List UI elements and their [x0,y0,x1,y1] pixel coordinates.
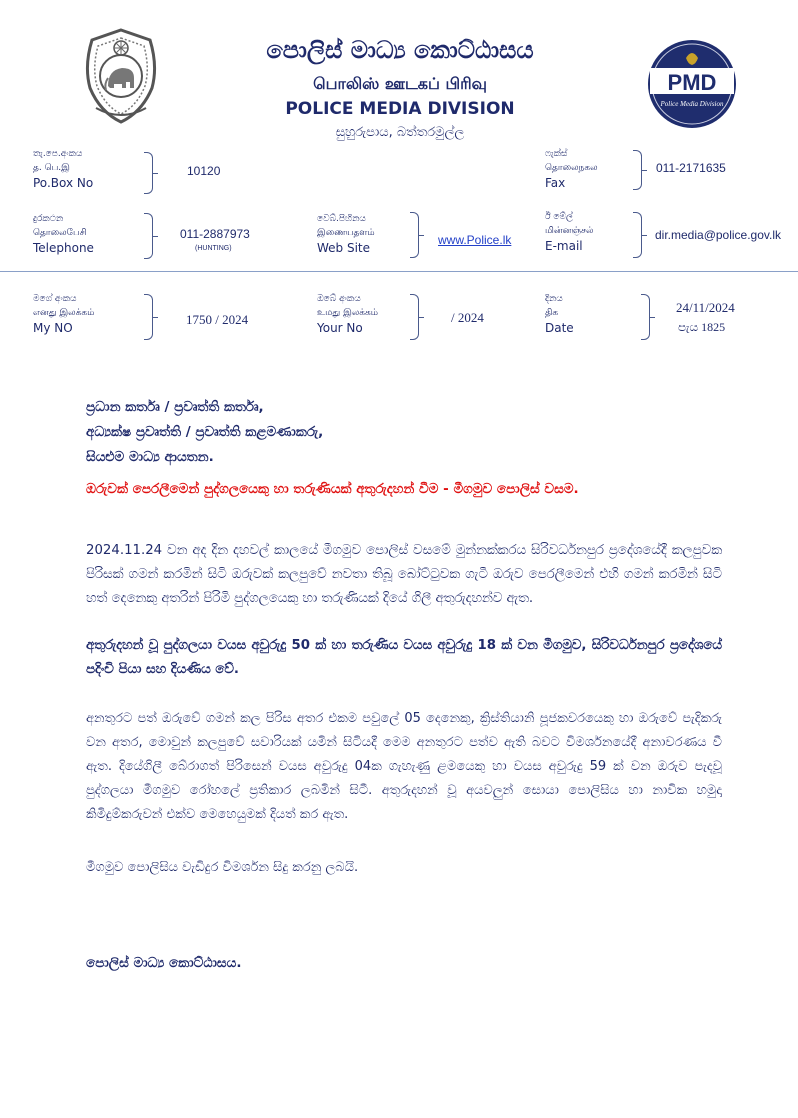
pmd-logo-text: PMD [667,70,717,95]
fax-label-ta: தொலைநகல [545,163,598,173]
addressee-line: අධ්‍යක්ෂ ප්‍රවෘත්ති / ප්‍රවෘත්ති කළමණාකරු, [86,424,324,440]
telephone-label [33,212,94,256]
pmd-logo [646,38,738,130]
telephone-note: (HUNTING) [195,245,232,252]
your-no-label-si: ඔබේ අංකය [317,294,361,304]
my-no-label-en: My NO [33,321,73,335]
addressee-line: සියළුම මාධ්‍ය ආයතන. [86,449,214,465]
email-brace [633,212,642,258]
your-no-label-en: Your No [317,321,363,335]
title-sinhala: පොලිස් මාධ්‍ය කොට්ඨාසය [266,36,534,64]
website-label-ta: இணையதளம் [317,228,375,238]
sri-lanka-police-emblem-icon [78,26,164,126]
my-no-label [33,292,94,336]
date-brace [641,294,650,340]
telephone-label-en: Telephone [33,241,94,255]
addressee-block [86,395,323,470]
my-no-label-si: මගේ අංකය [33,294,77,304]
email-label [545,210,593,254]
website-link[interactable]: www.Police.lk [438,233,512,247]
pobox-value: 10120 [187,164,221,178]
fax-label [545,147,598,191]
pobox-label-en: Po.Box No [33,176,94,190]
date-time: පැය 1825 [678,320,726,334]
your-no-brace [410,294,419,340]
police-emblem-logo [78,26,164,126]
telephone-label-si: දුරකථන [33,214,64,224]
pobox-label-si: තැ.පෙ.අංකය [33,149,83,159]
telephone-value: 011-2887973 [180,227,250,241]
date-value: 24/11/2024 [676,300,735,315]
title-english: POLICE MEDIA DIVISION [285,99,515,119]
news-headline: ඔරුවක් පෙරලීමෙන් පුද්ගලයෙකු හා තරුණියක් අතුරුදහන් වීම - මීගමුව පොලිස් වසම. [86,481,579,497]
body-paragraph-2: අතුරුදහන් වූ පුද්ගලයා වයස අවුරුදු 50 ක් හා තරුණිය වයස අවුරුදු 18 ක් වන මීගමුව, සිරිවර්ධනපුර ප්‍රදේශයේ පදිංචි පියා සහ දියණිය වේ. [86,638,722,677]
pobox-label [33,147,93,191]
pobox-brace [144,152,153,194]
my-no-brace [144,294,153,340]
title-tamil: பொலிஸ் ஊடகப் பிரிவு [313,74,487,93]
addressee-line: ප්‍රධාන කර්තෘ / ප්‍රවෘත්ති කර්තෘ, [86,399,264,415]
body-paragraph-1: 2024.11.24 වන අද දින දහවල් කාලයේ මීගමුව පොලිස් වසමේ මුන්නක්කරය සිරිවර්ධනපුර ප්‍රදේශයේදී කලපුවක පිරිසක් ගමන් කරමින් සිටි ඔරුවක් කලපුවේ නවතා තිබූ බෝට්ටුවක ගැටී ඔරුව පෙරලීමෙන් එහි ගමන් කරමින් සිටි හත් දෙනෙකු අතරින් පිරිමි පුද්ගලයෙකු හා තරුණියක් දියේ ගිලී අතුරුදහන්ව ඇත. [86,543,722,606]
fax-label-si: ෆැක්ස් [545,149,568,159]
website-label-en: Web Site [317,241,371,255]
header-divider [0,271,798,272]
your-no-value: / 2024 [451,310,484,325]
fax-brace [633,150,642,190]
signature: පොලිස් මාධ්‍ය කොට්ඨාසය. [86,955,242,971]
email-label-si: ඊ මේල් [545,212,573,222]
my-no-value: 1750 / 2024 [186,312,249,327]
telephone-label-ta: தொலைபேசி [33,228,87,238]
pmd-badge-icon [646,38,738,130]
body-paragraph-3: අනතුරට පත් ඔරුවේ ගමන් කල පිරිස අතර එකම පවුලේ 05 දෙනෙකු, ක්‍රිස්තියානි පූජකවරයෙකු හා ඔරුවේ පැදිකරු වන අතර, මොවුන් කලපුවේ සවාරියක් යමින් සිටියදී මෙම අනතුරට පත්ව ඇති බවට විමර්ශනයේදී අනාවරණය වී ඇත. දියේගිලී බේරාගත් පිරිසෙන් වයස අවුරුදු 04ක ගැහැණු ළමයෙකු හා වයස අවුරුදු 59 ක් වන ඔරුව පැදවූ පුද්ගලයා මීගමුව රෝහලේ ප්‍රතිකාර ලබමින් සිටී. අතුරුදහන් වූ අයවලුන් සොයා පොලිසිය හා නාවික හමුදා කිමිදුම්කරුවන් එක්ව මෙහෙයුමක් දියත් කර ඇත. [86,711,722,822]
telephone-brace [144,213,153,259]
website-brace [410,212,419,258]
your-no-label [317,292,378,336]
date-label-si: දිනය [545,294,563,304]
my-no-label-ta: எனது இலக்கம் [33,308,95,318]
date-label [545,292,574,336]
date-label-en: Date [545,321,574,335]
date-label-ta: திக [545,308,559,318]
email-value: dir.media@police.gov.lk [655,228,782,242]
website-label [317,212,375,256]
email-label-ta: மின்னஞ்சல் [545,226,594,236]
your-no-label-ta: உமது இலக்கம் [317,308,379,318]
email-label-en: E-mail [545,239,583,253]
header-address: සුහුරුපාය, බත්තරමුල්ල [335,125,465,140]
fax-label-en: Fax [545,176,566,190]
website-label-si: වෙබ්.පිහිනය [317,214,366,224]
pmd-logo-subtext: Police Media Division [660,100,724,108]
fax-value: 011-2171635 [656,161,726,175]
body-paragraph-4: මීගමුව පොලිසිය වැඩිදුර විමර්ශන සිදු කරනු ලබයි. [86,860,359,875]
pobox-label-ta: த. பெ.இ [33,163,70,173]
